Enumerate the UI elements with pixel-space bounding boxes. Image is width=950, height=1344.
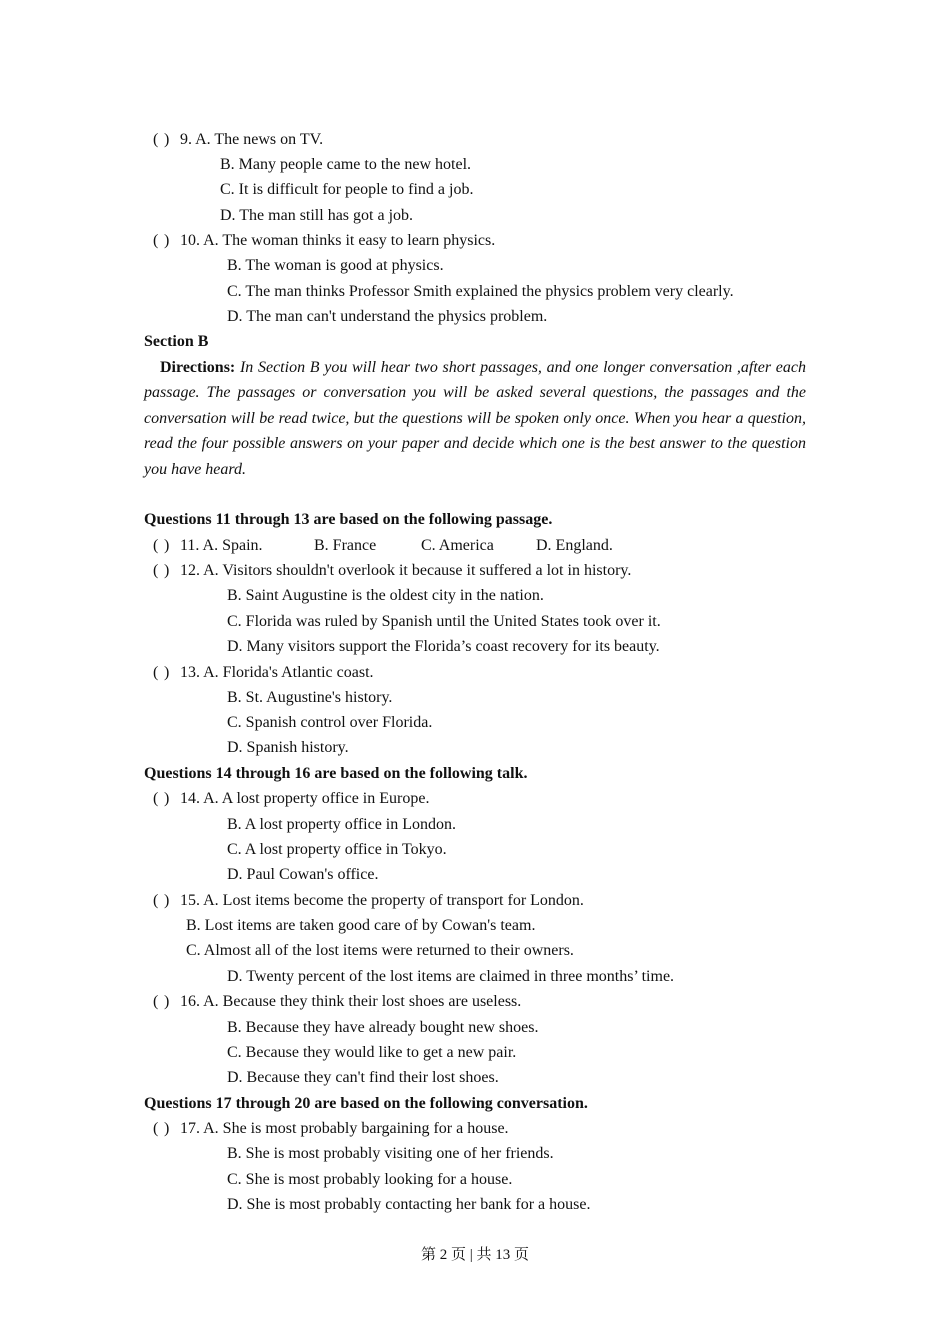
question-12-option-a: 12. A. Visitors shouldn't overlook it because it suffered a lot in history. [180, 562, 632, 579]
question-11-option-d: D. England. [536, 537, 613, 554]
question-15-option-a: 15. A. Lost items become the property of transport for London. [180, 892, 584, 909]
question-12-option-b: B. Saint Augustine is the oldest city in the nation. [227, 587, 544, 604]
question-12-option-d: D. Many visitors support the Florida’s coast recovery for its beauty. [227, 638, 660, 655]
question-16-option-d: D. Because they can't find their lost shoes. [227, 1069, 499, 1086]
question-15-option-d: D. Twenty percent of the lost items are claimed in three months’ time. [227, 968, 675, 985]
question-13-option-d: D. Spanish history. [227, 739, 349, 756]
answer-bracket: ( ) [153, 790, 170, 807]
question-17-option-c: C. She is most probably looking for a house. [227, 1171, 513, 1188]
answer-bracket: ( ) [153, 993, 170, 1010]
question-9-option-b: B. Many people came to the new hotel. [220, 156, 472, 173]
group-3-heading: Questions 17 through 20 are based on the following conversation. [144, 1095, 588, 1112]
directions-text: In Section B you will hear two short passages, and one longer conversation ,after each passage. The passages or conversation you will be asked several questions, the passages and the conversation will be read twice, but the questions will be spoken only once. When you hear a question, read the four possible answers on your paper and decide which one is the best answer to the question you have heard. [144, 359, 807, 478]
question-14-line [144, 786, 429, 811]
question-13-option-c: C. Spanish control over Florida. [227, 714, 433, 731]
answer-bracket: ( ) [153, 232, 170, 249]
question-11-option-c: C. America [421, 537, 494, 554]
question-17-option-a: 17. A. She is most probably bargaining for a house. [180, 1120, 509, 1137]
question-12-option-c: C. Florida was ruled by Spanish until the United States took over it. [227, 613, 661, 630]
question-17-option-b: B. She is most probably visiting one of her friends. [227, 1145, 554, 1162]
answer-bracket: ( ) [153, 664, 170, 681]
question-17-line [144, 1116, 509, 1141]
directions-label: Directions: [160, 359, 236, 376]
question-17-option-d: D. She is most probably contacting her bank for a house. [227, 1196, 591, 1213]
question-14-option-b: B. A lost property office in London. [227, 816, 457, 833]
question-13-option-b: B. St. Augustine's history. [227, 689, 393, 706]
question-14-option-c: C. A lost property office in Tokyo. [227, 841, 447, 858]
question-15-line [144, 888, 584, 913]
section-b-directions [144, 355, 806, 482]
question-11-line [144, 533, 613, 558]
question-9-line [144, 127, 323, 152]
group-2-heading: Questions 14 through 16 are based on the following talk. [144, 765, 528, 782]
question-13-option-a: 13. A. Florida's Atlantic coast. [180, 664, 374, 681]
answer-bracket: ( ) [153, 892, 170, 909]
answer-bracket: ( ) [153, 1120, 170, 1137]
question-12-line [144, 558, 631, 583]
answer-bracket: ( ) [153, 131, 170, 148]
question-11-option-a: 11. A. Spain. [180, 537, 263, 554]
question-16-option-c: C. Because they would like to get a new pair. [227, 1044, 517, 1061]
question-13-line [144, 660, 374, 685]
section-b-title: Section B [144, 333, 209, 350]
page-footer: 第 2 页 | 共 13 页 [420, 1247, 529, 1263]
question-9-option-a: 9. A. The news on TV. [180, 131, 324, 148]
question-10-option-c: C. The man thinks Professor Smith explained the physics problem very clearly. [227, 283, 734, 300]
question-14-option-d: D. Paul Cowan's office. [227, 866, 379, 883]
question-10-option-b: B. The woman is good at physics. [227, 257, 444, 274]
question-10-line [144, 228, 495, 253]
question-15-option-b: B. Lost items are taken good care of by Cowan's team. [186, 917, 536, 934]
group-1-heading: Questions 11 through 13 are based on the following passage. [144, 511, 553, 528]
question-10-option-d: D. The man can't understand the physics problem. [227, 308, 548, 325]
question-15-option-c: C. Almost all of the lost items were returned to their owners. [186, 942, 574, 959]
question-14-option-a: 14. A. A lost property office in Europe. [180, 790, 430, 807]
question-16-option-b: B. Because they have already bought new shoes. [227, 1019, 539, 1036]
question-16-option-a: 16. A. Because they think their lost shoes are useless. [180, 993, 522, 1010]
question-9-option-d: D. The man still has got a job. [220, 207, 414, 224]
question-10-option-a: 10. A. The woman thinks it easy to learn physics. [180, 232, 496, 249]
question-9-option-c: C. It is difficult for people to find a job. [220, 181, 474, 198]
question-11-option-b: B. France [314, 537, 377, 554]
answer-bracket: ( ) [153, 537, 170, 554]
answer-bracket: ( ) [153, 562, 170, 579]
question-16-line [144, 989, 521, 1014]
